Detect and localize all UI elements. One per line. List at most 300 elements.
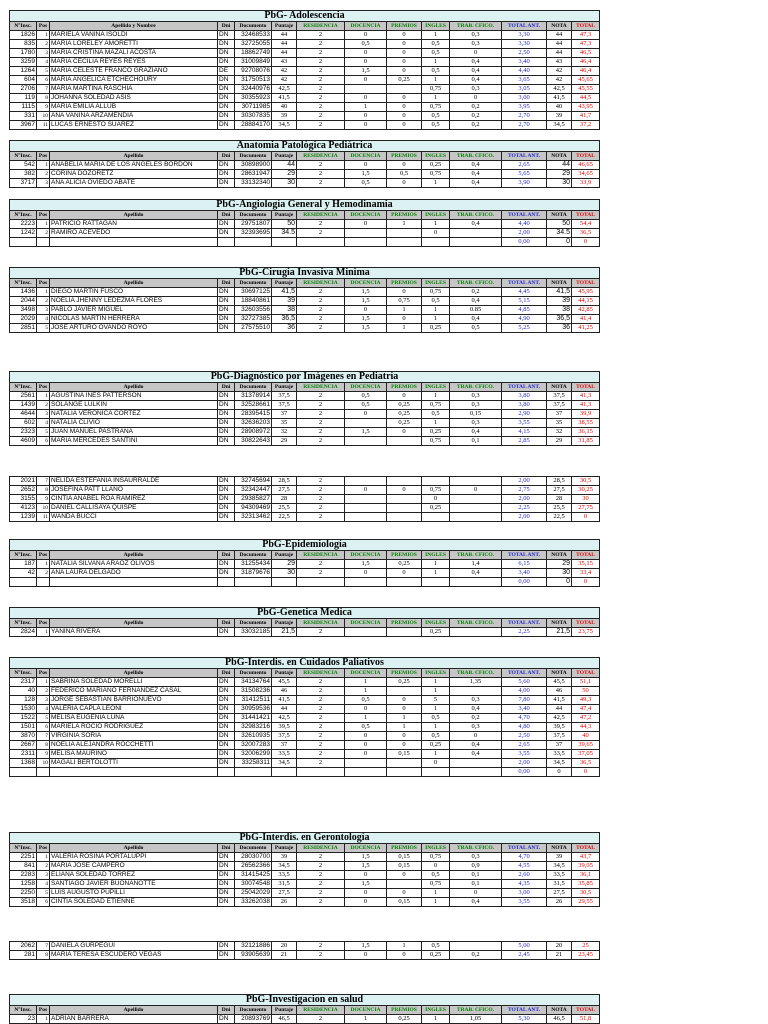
cell-premios: [387, 437, 422, 446]
cell-pos: 10: [37, 504, 50, 513]
cell-trab: 0,2: [450, 103, 502, 112]
column-header-residencia: RESIDENCIA: [297, 279, 345, 288]
cell-trab: 0.85: [450, 306, 502, 315]
cell-ingles: 1: [422, 315, 450, 324]
cell-ingles: 0,5: [422, 714, 450, 723]
cell-total: 36,15: [572, 428, 600, 437]
cell-nota: 44: [547, 705, 572, 714]
cell-trab: 0,3: [450, 419, 502, 428]
cell-total-ant: 3,30: [502, 31, 547, 40]
cell-residencia: 2: [297, 419, 345, 428]
cell-premios: [387, 880, 422, 889]
cell-insc: 3259: [10, 58, 37, 67]
cell-residencia: 2: [297, 306, 345, 315]
cell-total-ant: 2,25: [502, 504, 547, 513]
column-header-insc: N°Insc.: [10, 669, 37, 678]
column-header-docencia: DOCENCIA: [345, 279, 387, 288]
cell-total-ant: 2,45: [502, 951, 547, 960]
cell-trab: 0,4: [450, 76, 502, 85]
cell-doc: 27575510: [235, 324, 272, 333]
cell-residencia: 2: [297, 297, 345, 306]
table-row: [9, 324, 600, 333]
cell-doc: 30822643: [235, 437, 272, 446]
cell-trab: 0,2: [450, 714, 502, 723]
cell-nota: 42,5: [547, 85, 572, 94]
column-header-row: [9, 211, 600, 220]
cell-insc: 3518: [10, 898, 37, 907]
cell-insc: 2323: [10, 428, 37, 437]
cell-pos: 3: [37, 179, 50, 188]
cell-doc: 30355923: [235, 94, 272, 103]
cell-nota: 27,5: [547, 889, 572, 898]
cell-nota: 28: [547, 495, 572, 504]
cell-ingles: 0,25: [422, 161, 450, 170]
cell-total-ant: 3,30: [502, 40, 547, 49]
table-row: [9, 410, 600, 419]
cell-pos: 8: [37, 741, 50, 750]
cell-insc: 42: [10, 569, 37, 578]
cell-total-ant: 4,70: [502, 714, 547, 723]
cell-dni: DN: [218, 297, 235, 306]
table-row: [9, 853, 600, 862]
cell-name: YANINA RIVERA: [50, 628, 218, 637]
cell-total-ant: 4,00: [502, 687, 547, 696]
cell-doc: 30697125: [235, 288, 272, 297]
cell-total-ant: 3,55: [502, 419, 547, 428]
cell-pos: 5: [37, 714, 50, 723]
cell-premios: 0: [387, 121, 422, 130]
cell-insc: 1780: [10, 49, 37, 58]
cell-total-ant: 3,55: [502, 750, 547, 759]
cell-premios: 0: [387, 951, 422, 960]
cell-trab: [450, 942, 502, 951]
cell-name: MARIA LORELEY AMORETTI: [50, 40, 218, 49]
cell-doc: 28395415: [235, 410, 272, 419]
cell-residencia: 2: [297, 229, 345, 238]
cell-insc: 4609: [10, 437, 37, 446]
cell-docencia: 1,5: [345, 942, 387, 951]
column-header-dni: Dni: [218, 1006, 235, 1015]
table-row: [9, 678, 600, 687]
cell-trab: [450, 495, 502, 504]
cell-insc: 2044: [10, 297, 37, 306]
cell-trab: 0,4: [450, 750, 502, 759]
column-header-pos: Pos: [37, 551, 50, 560]
cell-name: NOELIA JHENNY LEDEZMA FLORES: [50, 297, 218, 306]
cell-docencia: 0: [345, 569, 387, 578]
column-header-trab: TRAB. CFICO.: [450, 152, 502, 161]
table-row: [9, 392, 600, 401]
cell-total-ant: 3,40: [502, 58, 547, 67]
cell-nota: 45,5: [547, 678, 572, 687]
cell-pos: [37, 578, 50, 587]
cell-puntaje: 35: [272, 419, 297, 428]
column-header-dni: Dni: [218, 22, 235, 31]
column-header-row: [9, 152, 600, 161]
cell-premios: 0: [387, 161, 422, 170]
cell-total-ant: 4,35: [502, 880, 547, 889]
specialty-section: [9, 199, 600, 247]
cell-name: ANA LAURA DELGADO: [50, 569, 218, 578]
cell-dni: DN: [218, 306, 235, 315]
cell-nota: 42: [547, 76, 572, 85]
cell-name: MARIA JOSE CAMPERO: [50, 862, 218, 871]
cell-ingles: 1: [422, 889, 450, 898]
cell-total-ant: 2,90: [502, 410, 547, 419]
table-row: [9, 862, 600, 871]
column-header-total-ant: TOTAL ANT.: [502, 211, 547, 220]
cell-docencia: [345, 229, 387, 238]
table-row: [9, 315, 600, 324]
cell-total-ant: 3,00: [502, 94, 547, 103]
cell-premios: 1: [387, 942, 422, 951]
cell-residencia: 2: [297, 315, 345, 324]
cell-nota: 0: [547, 578, 572, 587]
cell-nota: 37: [547, 741, 572, 750]
cell-name: MARIELA VANINA ISOLDI: [50, 31, 218, 40]
cell-trab: 0,4: [450, 705, 502, 714]
cell-premios: [387, 578, 422, 587]
cell-puntaje: 37,5: [272, 392, 297, 401]
cell-insc: 2283: [10, 871, 37, 880]
cell-dni: DN: [218, 853, 235, 862]
cell-name: AGUSTINA INES PATTERSON: [50, 392, 218, 401]
cell-docencia: 0,5: [345, 696, 387, 705]
column-header-nota: NOTA: [547, 551, 572, 560]
cell-insc: [10, 578, 37, 587]
cell-doc: 32468533: [235, 31, 272, 40]
cell-total-ant: 7,80: [502, 696, 547, 705]
column-header-insc: N°Insc.: [10, 383, 37, 392]
cell-insc: 1436: [10, 288, 37, 297]
cell-name: MARIELA ROCIO RODRIGUEZ: [50, 723, 218, 732]
cell-doc: 31415425: [235, 871, 272, 880]
cell-residencia: 2: [297, 477, 345, 486]
cell-doc: 30959536: [235, 705, 272, 714]
cell-total: 46,65: [572, 161, 600, 170]
cell-insc: 331: [10, 112, 37, 121]
table-row: [9, 942, 600, 951]
cell-name: MARIA ANGELICA ETCHECHOURY: [50, 76, 218, 85]
column-header-ingles: INGLES: [422, 22, 450, 31]
cell-puntaje: 29: [272, 170, 297, 179]
cell-nota: 37,5: [547, 392, 572, 401]
column-header-premios: PREMIOS: [387, 669, 422, 678]
cell-trab: 0,4: [450, 428, 502, 437]
table-row: [9, 229, 600, 238]
cell-residencia: 2: [297, 486, 345, 495]
column-header-nota: NOTA: [547, 619, 572, 628]
cell-pos: 8: [37, 486, 50, 495]
cell-dni: DN: [218, 951, 235, 960]
table-row: [9, 513, 600, 522]
cell-puntaje: 25,5: [272, 504, 297, 513]
section-title: PbG- Adolescencia: [9, 10, 600, 22]
cell-nota: 42,5: [547, 714, 572, 723]
cell-insc: 604: [10, 76, 37, 85]
table-row: [9, 103, 600, 112]
column-header-trab: TRAB. CFICO.: [450, 844, 502, 853]
cell-docencia: 0: [345, 121, 387, 130]
cell-doc: 30307835: [235, 112, 272, 121]
column-header-pos: Pos: [37, 1006, 50, 1015]
cell-dni: DN: [218, 288, 235, 297]
cell-pos: 4: [37, 705, 50, 714]
cell-insc: 2706: [10, 85, 37, 94]
cell-insc: 281: [10, 951, 37, 960]
cell-premios: 0,15: [387, 898, 422, 907]
column-header-total: TOTAL: [572, 152, 600, 161]
cell-pos: 2: [37, 569, 50, 578]
column-header-residencia: RESIDENCIA: [297, 383, 345, 392]
cell-ingles: 1: [422, 76, 450, 85]
cell-ingles: 0,5: [422, 942, 450, 951]
cell-trab: 0,3: [450, 392, 502, 401]
column-header-total: TOTAL: [572, 211, 600, 220]
cell-ingles: 0,75: [422, 103, 450, 112]
cell-total-ant: 5,25: [502, 324, 547, 333]
table-row: [9, 85, 600, 94]
cell-total: 37,2: [572, 121, 600, 130]
cell-pos: 10: [37, 112, 50, 121]
cell-total: 25: [572, 942, 600, 951]
cell-premios: 0: [387, 889, 422, 898]
cell-doc: 18862749: [235, 49, 272, 58]
column-header-nota: NOTA: [547, 152, 572, 161]
cell-dni: DN: [218, 495, 235, 504]
cell-insc: 1239: [10, 513, 37, 522]
cell-residencia: [297, 768, 345, 777]
cell-dni: DN: [218, 741, 235, 750]
cell-trab: 0: [450, 732, 502, 741]
cell-insc: 1258: [10, 880, 37, 889]
table-row: [9, 477, 600, 486]
cell-pos: 1: [37, 560, 50, 569]
cell-puntaje: 41,5: [272, 94, 297, 103]
cell-total: 41,3: [572, 392, 600, 401]
cell-trab: [450, 504, 502, 513]
cell-premios: 0,25: [387, 678, 422, 687]
table-body: [9, 31, 600, 130]
cell-premios: 0: [387, 428, 422, 437]
column-header-name: Apellido: [50, 279, 218, 288]
column-header-ingles: INGLES: [422, 619, 450, 628]
cell-docencia: 0: [345, 76, 387, 85]
cell-premios: 0,25: [387, 1015, 422, 1024]
cell-docencia: 1,5: [345, 288, 387, 297]
cell-insc: 3155: [10, 495, 37, 504]
column-header-residencia: RESIDENCIA: [297, 211, 345, 220]
cell-total: 46,5: [572, 49, 600, 58]
cell-docencia: 1,5: [345, 297, 387, 306]
section-title: PbG-Cirugia Invasiva Minima: [9, 267, 600, 279]
cell-premios: 0: [387, 315, 422, 324]
column-header-dni: Dni: [218, 844, 235, 853]
cell-pos: 3: [37, 306, 50, 315]
column-header-doc: Documento: [235, 844, 272, 853]
cell-pos: 6: [37, 898, 50, 907]
cell-pos: 7: [37, 942, 50, 951]
cell-total: 47,4: [572, 705, 600, 714]
cell-puntaje: 44: [272, 161, 297, 170]
cell-doc: 29385827: [235, 495, 272, 504]
cell-name: DIEGO MARTIN FUSCO: [50, 288, 218, 297]
cell-total-ant: 0,00: [502, 578, 547, 587]
cell-insc: 2250: [10, 889, 37, 898]
column-header-nota: NOTA: [547, 279, 572, 288]
cell-insc: 2652: [10, 486, 37, 495]
cell-doc: 28631947: [235, 170, 272, 179]
cell-nota: 46,5: [547, 1015, 572, 1024]
cell-residencia: 2: [297, 951, 345, 960]
cell-insc: 2251: [10, 853, 37, 862]
cell-puntaje: 33,5: [272, 750, 297, 759]
column-header-pos: Pos: [37, 844, 50, 853]
cell-dni: DN: [218, 103, 235, 112]
table-row: [9, 569, 600, 578]
cell-puntaje: 28: [272, 495, 297, 504]
cell-trab: 0,4: [450, 297, 502, 306]
cell-ingles: [422, 477, 450, 486]
cell-doc: 26562366: [235, 862, 272, 871]
cell-residencia: 2: [297, 76, 345, 85]
cell-total: 36,5: [572, 229, 600, 238]
cell-doc: [235, 578, 272, 587]
cell-residencia: 2: [297, 121, 345, 130]
cell-docencia: 1: [345, 103, 387, 112]
cell-ingles: 0: [422, 759, 450, 768]
cell-pos: 1: [37, 1015, 50, 1024]
cell-premios: 1: [387, 723, 422, 732]
cell-trab: 0,2: [450, 288, 502, 297]
cell-doc: 31441421: [235, 714, 272, 723]
cell-docencia: 1,5: [345, 880, 387, 889]
cell-dni: DN: [218, 889, 235, 898]
cell-docencia: 1,5: [345, 560, 387, 569]
cell-premios: [387, 477, 422, 486]
cell-dni: DN: [218, 437, 235, 446]
cell-name: MARIA CRISTINA MAZALI ACOSTA: [50, 49, 218, 58]
cell-trab: [450, 687, 502, 696]
cell-total: 45,65: [572, 76, 600, 85]
column-header-total-ant: TOTAL ANT.: [502, 279, 547, 288]
cell-ingles: 0,5: [422, 410, 450, 419]
cell-nota: 29: [547, 170, 572, 179]
cell-total-ant: 2,00: [502, 229, 547, 238]
cell-docencia: [345, 437, 387, 446]
column-header-docencia: DOCENCIA: [345, 669, 387, 678]
cell-total-ant: 2,70: [502, 121, 547, 130]
cell-doc: [235, 238, 272, 247]
cell-docencia: 0: [345, 220, 387, 229]
cell-doc: 32636203: [235, 419, 272, 428]
cell-residencia: 2: [297, 750, 345, 759]
cell-dni: DN: [218, 477, 235, 486]
cell-total: 42,85: [572, 306, 600, 315]
cell-total: 39,05: [572, 862, 600, 871]
cell-pos: 5: [37, 67, 50, 76]
cell-ingles: 0,25: [422, 428, 450, 437]
cell-trab: [450, 759, 502, 768]
specialty-section: [9, 539, 600, 587]
cell-total: 41,7: [572, 112, 600, 121]
cell-dni: DN: [218, 58, 235, 67]
column-header-total: TOTAL: [572, 551, 600, 560]
cell-total-ant: 2,00: [502, 477, 547, 486]
cell-puntaje: 34,5: [272, 759, 297, 768]
cell-name: LUIS AUGUSTO PUPILLI: [50, 889, 218, 898]
cell-trab: 0,5: [450, 324, 502, 333]
cell-name: MELISA EUGENIA LUNA: [50, 714, 218, 723]
cell-ingles: 0,5: [422, 49, 450, 58]
cell-pos: 2: [37, 40, 50, 49]
cell-insc: 119: [10, 94, 37, 103]
column-header-ingles: INGLES: [422, 211, 450, 220]
cell-premios: 1: [387, 220, 422, 229]
cell-name: MAGALI BERTOLOTTI: [50, 759, 218, 768]
column-header-docencia: DOCENCIA: [345, 1006, 387, 1015]
cell-insc: 2311: [10, 750, 37, 759]
cell-total-ant: 5,15: [502, 297, 547, 306]
cell-docencia: 1,5: [345, 315, 387, 324]
cell-residencia: 2: [297, 495, 345, 504]
cell-name: NOELIA ALEJANDRA ROCCHETTI: [50, 741, 218, 750]
column-header-total: TOTAL: [572, 619, 600, 628]
cell-total-ant: 3,05: [502, 85, 547, 94]
table-row: [9, 750, 600, 759]
cell-dni: DN: [218, 750, 235, 759]
cell-total-ant: 2,00: [502, 513, 547, 522]
cell-premios: [387, 238, 422, 247]
cell-pos: 3: [37, 49, 50, 58]
cell-total-ant: 5,00: [502, 942, 547, 951]
cell-puntaje: 26: [272, 898, 297, 907]
cell-premios: 0: [387, 871, 422, 880]
column-header-row: [9, 551, 600, 560]
cell-nota: 39,5: [547, 723, 572, 732]
cell-premios: [387, 768, 422, 777]
cell-ingles: 0,5: [422, 297, 450, 306]
cell-nota: 29: [547, 560, 572, 569]
column-header-docencia: DOCENCIA: [345, 22, 387, 31]
cell-pos: 7: [37, 732, 50, 741]
cell-insc: 128: [10, 696, 37, 705]
column-header-pos: Pos: [37, 211, 50, 220]
cell-pos: [37, 238, 50, 247]
cell-dni: DN: [218, 229, 235, 238]
column-header-premios: PREMIOS: [387, 211, 422, 220]
column-header-nota: NOTA: [547, 669, 572, 678]
cell-nota: 42: [547, 67, 572, 76]
cell-dni: DN: [218, 898, 235, 907]
cell-name: MELISA MAURINO: [50, 750, 218, 759]
cell-name: MARIA MARTINA RASCHIA: [50, 85, 218, 94]
column-header-puntaje: Puntaje: [272, 551, 297, 560]
cell-puntaje: 37: [272, 741, 297, 750]
cell-residencia: [297, 578, 345, 587]
cell-premios: 0: [387, 40, 422, 49]
cell-residencia: 2: [297, 732, 345, 741]
cell-puntaje: 39: [272, 853, 297, 862]
section-title: PbG-Interdis. en Cuidados Paliativos: [9, 657, 600, 669]
cell-ingles: 1: [422, 419, 450, 428]
table-row: [9, 705, 600, 714]
cell-name: JOSEFINA PATT LLANO: [50, 486, 218, 495]
cell-total: 47,3: [572, 31, 600, 40]
cell-pos: 5: [37, 324, 50, 333]
cell-puntaje: 44: [272, 31, 297, 40]
cell-nota: 40: [547, 103, 572, 112]
